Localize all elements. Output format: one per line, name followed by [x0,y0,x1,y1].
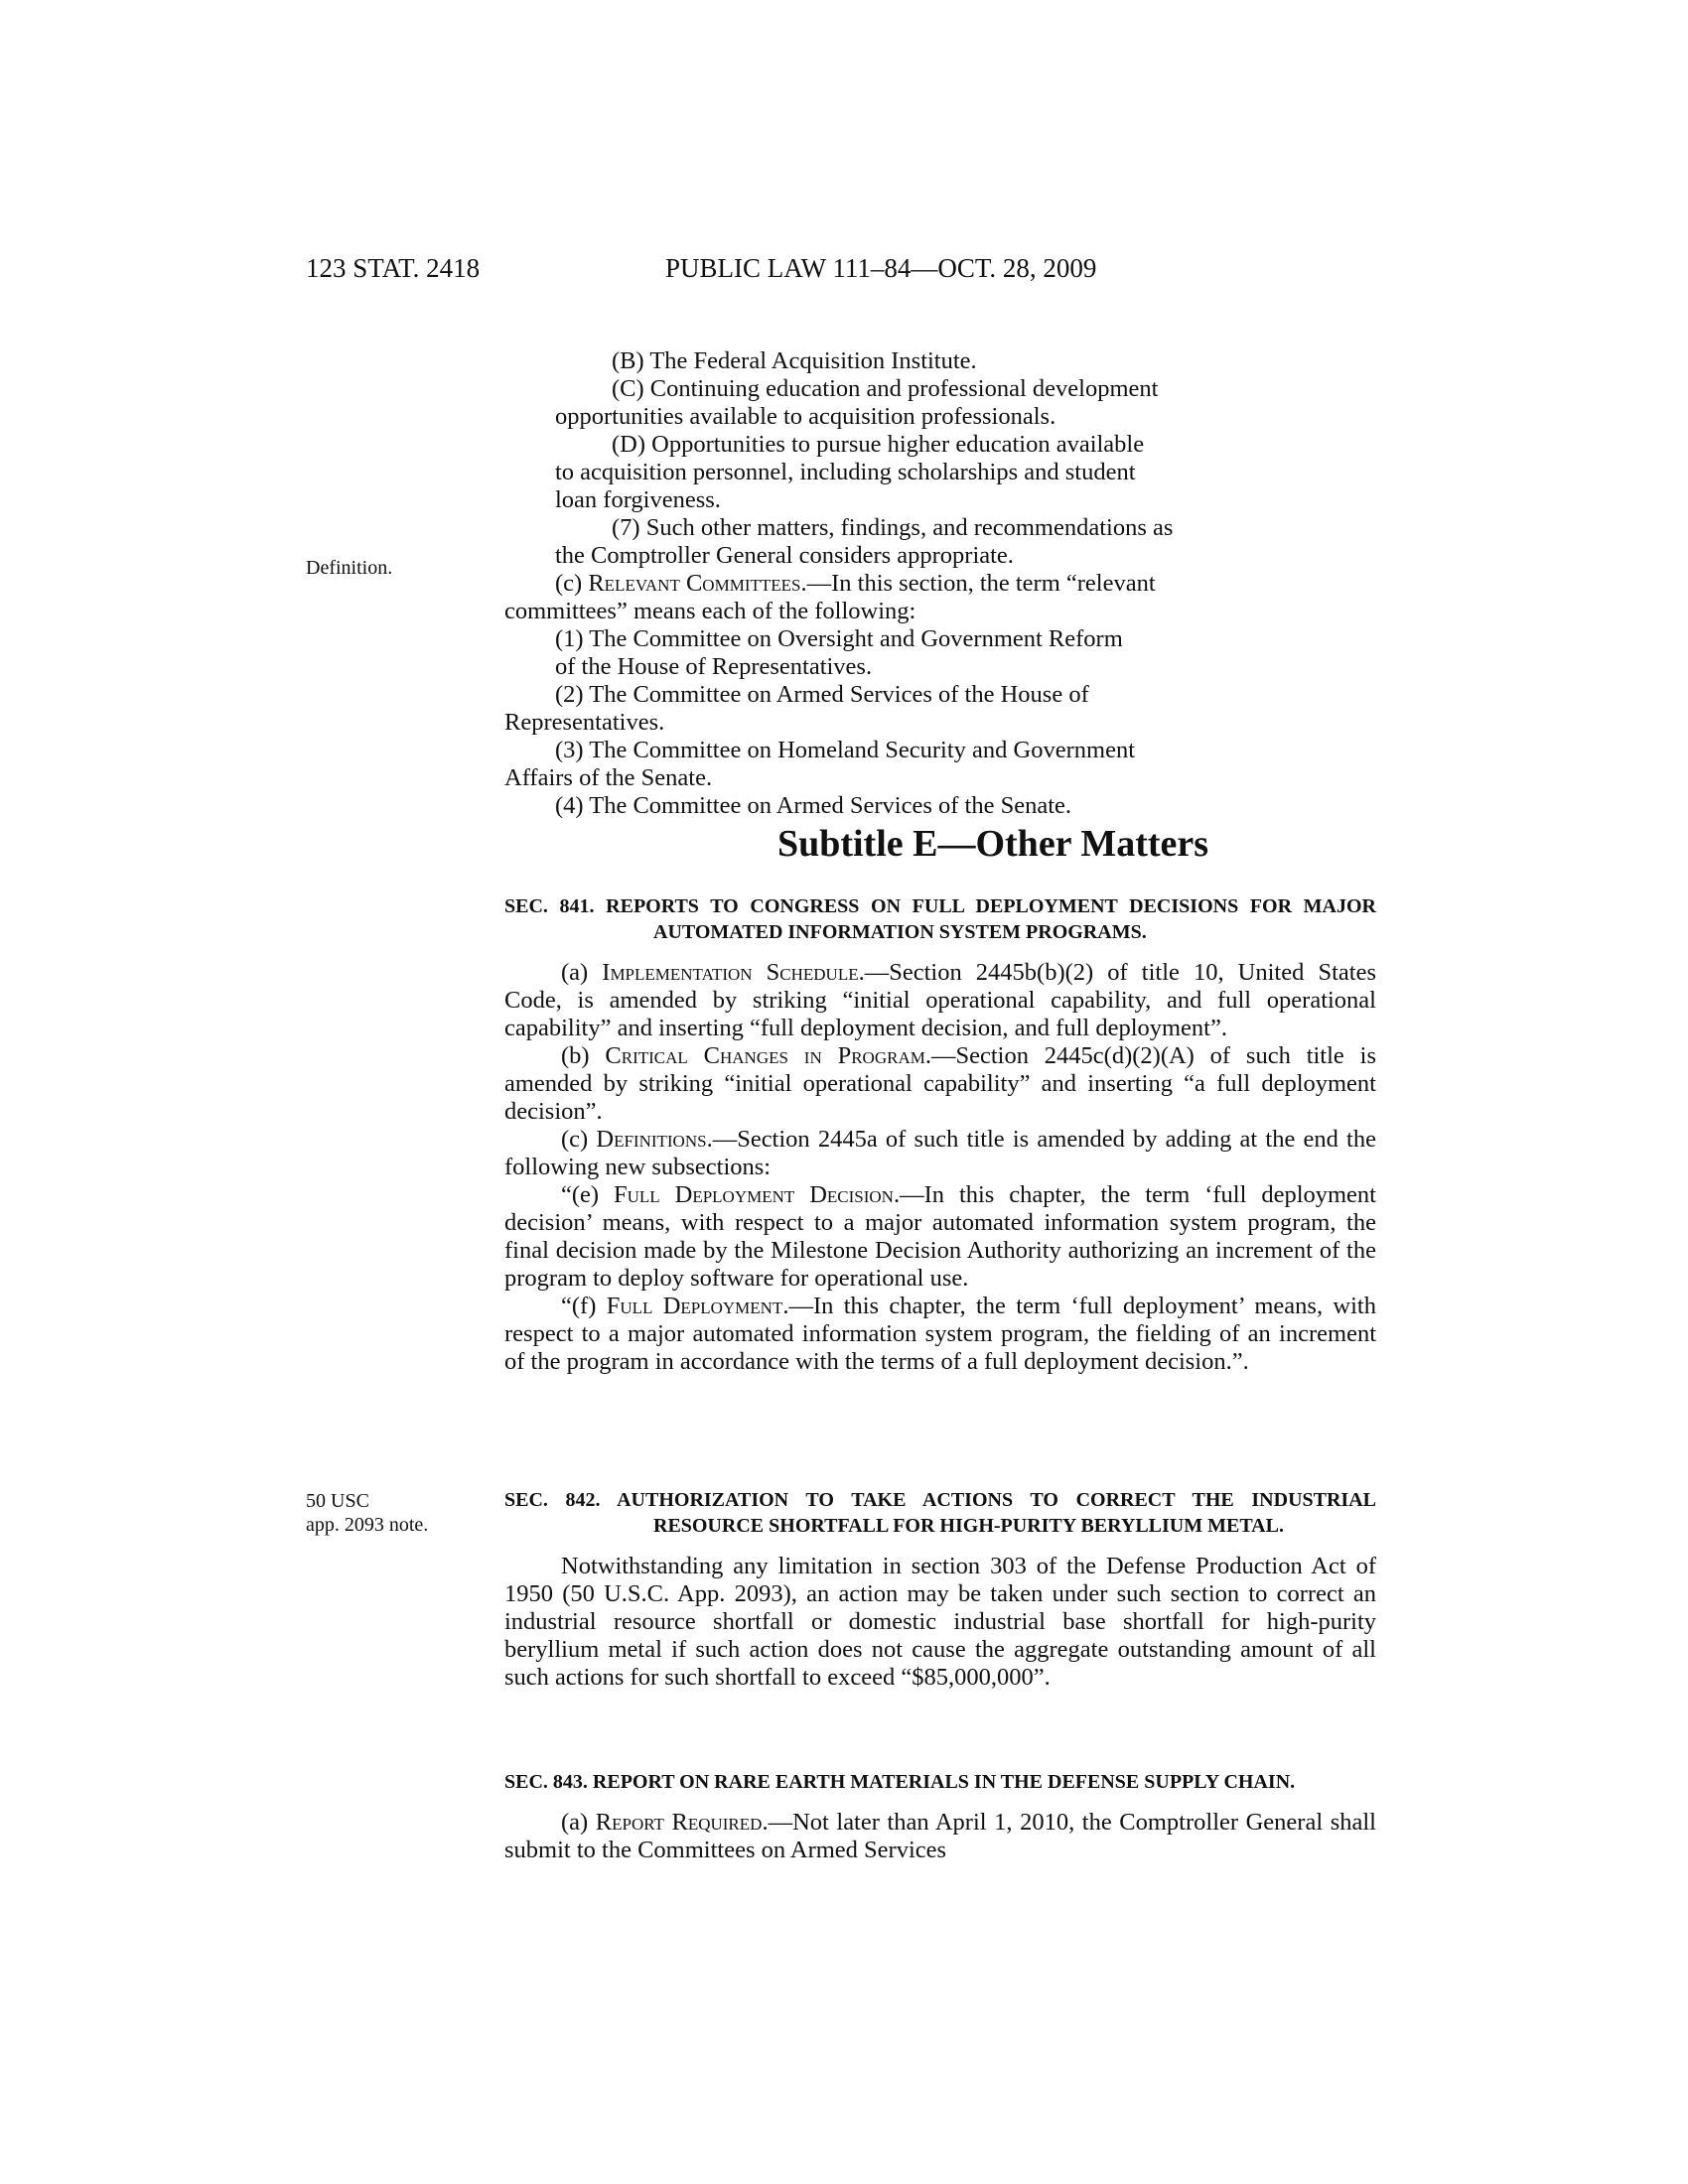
section-841-e [504,1181,1376,1293]
item-d-line2: to acquisition personnel, including scholarships and student [555,459,1136,485]
item-b: (B) The Federal Acquisition Institute. [612,347,977,374]
section-841-c [504,1126,1376,1181]
section-841-b-text: .—Section 2445c(d)(2)(A) of such title is amended by striking “initial operational capability” and inserting “a full deployment decision”. [504,1042,1376,1125]
section-841 [504,893,1376,1376]
section-841-f-title: Full Deployment [606,1293,783,1319]
margin-note-usc-line1: 50 USC [306,1490,369,1512]
item-c-line2-text: opportunities available to acquisition professionals. [555,403,1056,430]
committee-1-line2-text: of the House of Representatives. [555,653,873,680]
section-841-f-prefix: “(f) [561,1293,607,1319]
committee-3-line2 [504,764,1376,792]
subsec-c-heading [504,570,1376,598]
section-842-body: Notwithstanding any limitation in section 303 of the Defense Production Act of 1950 (50 U.S.C. App. 2093), an action may be taken under such section to correct an industrial resource shortfall or domestic industrial base shortfall for high-purity beryllium metal if such action does not cause the aggregate outstanding amount of all such actions for such shortfall to exceed “$85,000,000”. [504,1553,1376,1691]
section-841-a [504,959,1376,1042]
margin-note-definition: Definition. [306,557,393,579]
committee-1-line1: (1) The Committee on Oversight and Government Reform [555,625,1123,652]
section-843-a-prefix: (a) [561,1809,596,1836]
section-843-a [504,1809,1376,1864]
committee-1-line2 [504,653,1376,681]
item-7-line1: (7) Such other matters, findings, and recommendations as [612,514,1174,541]
section-841-c-prefix: (c) [561,1126,597,1153]
section-841-heading: SEC. 841. REPORTS TO CONGRESS ON FULL DEPLOYMENT DECISIONS FOR MAJOR AUTOMATED INFORMATION SYSTEM PROGRAMS. [504,895,1376,943]
section-843-heading: SEC. 843. REPORT ON RARE EARTH MATERIALS IN THE DEFENSE SUPPLY CHAIN. [504,1771,1296,1793]
committee-2-line1: (2) The Committee on Armed Services of the House of [555,681,1089,708]
section-841-e-title: Full Deployment Decision [614,1181,894,1208]
committee-2-line2 [504,709,1376,737]
section-841-f-text: .—In this chapter, the term ‘full deployment’ means, with respect to a major automated information system program, the fielding of an increment of the program in accordance with the terms of a full deployment decision.”. [504,1293,1376,1375]
item-d-line1: (D) Opportunities to pursue higher education available [612,431,1145,458]
committee-3-line1: (3) The Committee on Homeland Security and Government [555,737,1136,763]
committee-3-line2-text: Affairs of the Senate. [504,764,713,791]
subsec-c-prefix: (c) [555,570,589,597]
section-841-e-prefix: “(e) [561,1181,615,1208]
subsec-c-line2: committees” means each of the following: [504,598,916,624]
section-842 [504,1487,1376,1692]
section-841-a-prefix: (a) [561,959,603,986]
item-c-line2 [504,403,1376,431]
committee-4: (4) The Committee on Armed Services of the Senate. [555,792,1072,819]
section-841-c-title: Definitions [596,1126,707,1153]
top-text-block [504,347,1376,820]
item-7-line2: the Comptroller General considers appropriate. [555,542,1014,569]
section-841-b [504,1042,1376,1126]
section-841-c-text: .—Section 2445a of such title is amended by adding at the end the following new subsections: [504,1126,1376,1180]
section-841-b-prefix: (b) [561,1042,606,1069]
page-header [0,253,1688,293]
section-841-f [504,1293,1376,1376]
section-841-b-title: Critical Changes in Program [605,1042,925,1069]
section-843-a-text: .—Not later than April 1, 2010, the Comptroller General shall submit to the Committees on Armed Services [504,1809,1376,1863]
section-841-a-title: Implementation Schedule [602,959,859,986]
subsec-c-title: Relevant Committees [588,570,801,597]
section-843 [504,1769,1376,1864]
law-title: PUBLIC LAW 111–84—OCT. 28, 2009 [665,253,1097,283]
item-d-line3: loan forgiveness. [555,486,721,513]
margin-note-usc-line2: app. 2093 note. [306,1514,429,1536]
subsec-c-text: .—In this section, the term “relevant [800,570,1156,597]
section-843-a-title: Report Required [595,1809,763,1836]
section-841-a-text: .—Section 2445b(b)(2) of title 10, United States Code, is amended by striking “initial operational capability, and full operational capability” and inserting “full deployment decision, and full deployment”. [504,959,1376,1041]
committee-2-line2-text: Representatives. [504,709,665,736]
subtitle-heading: Subtitle E—Other Matters [776,823,1209,865]
page-citation: 123 STAT. 2418 [306,253,481,283]
margin-note-usc [306,1489,428,1537]
section-842-heading: SEC. 842. AUTHORIZATION TO TAKE ACTIONS TO CORRECT THE INDUSTRIAL RESOURCE SHORTFALL FOR HIGH-PURITY BERYLLIUM METAL. [504,1489,1376,1537]
section-841-e-text: .—In this chapter, the term ‘full deployment decision’ means, with respect to a major automated information system program, the final decision made by the Milestone Decision Authority authorizing an increment of the program to deploy software for operational use. [504,1181,1376,1292]
item-c-line1: (C) Continuing education and professional development [612,375,1159,402]
